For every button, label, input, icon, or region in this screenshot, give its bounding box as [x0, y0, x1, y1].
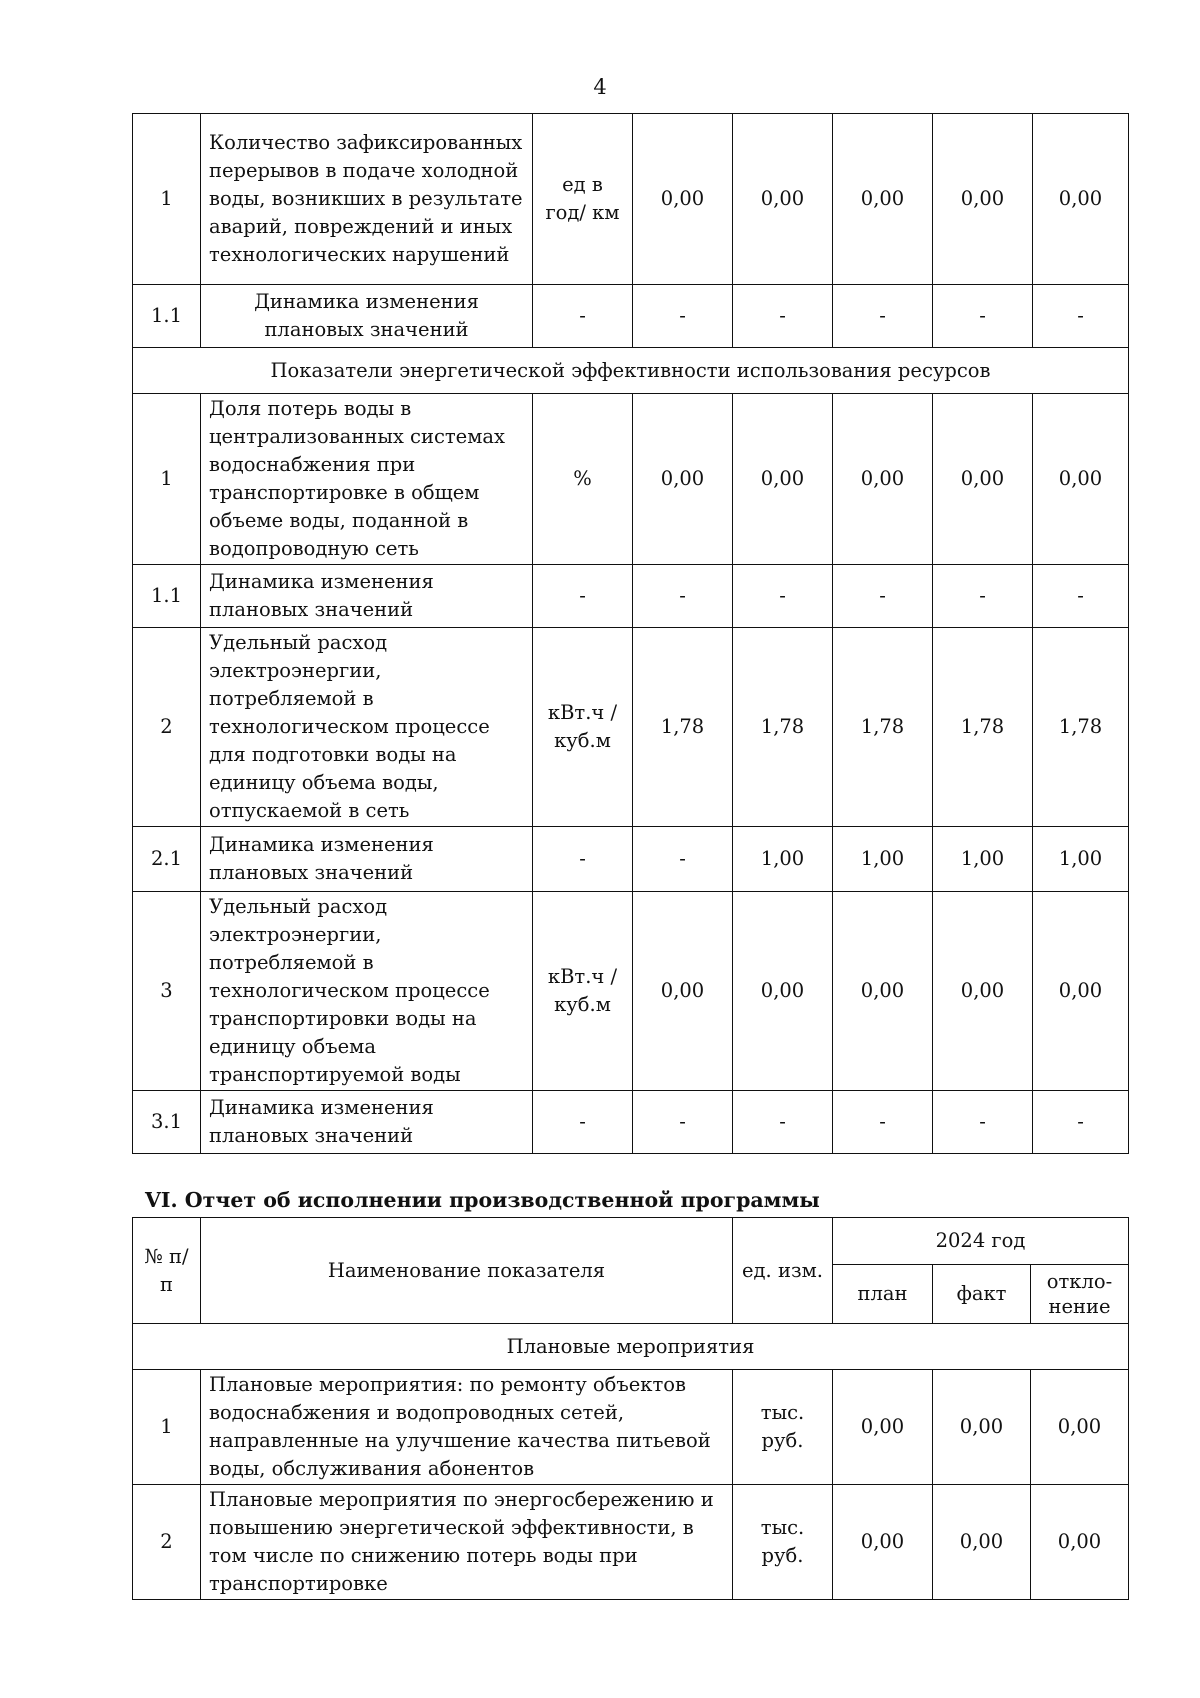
value-cell: 1,78	[633, 628, 733, 827]
unit-cell: -	[533, 565, 633, 628]
value-cell: 0,00	[733, 394, 833, 565]
indicator-name: Динамика изменения плановых значений	[201, 1091, 533, 1154]
report-table	[132, 1217, 1129, 1600]
header-deviation: откло-нение	[1031, 1265, 1129, 1324]
header-number: № п/п	[133, 1218, 201, 1324]
row-number: 3.1	[133, 1091, 201, 1154]
value-cell: 0,00	[933, 114, 1033, 285]
value-cell: 1,00	[933, 827, 1033, 892]
indicator-name: Доля потерь воды в централизованных системах водоснабжения при транспортировке в общем объеме воды, поданной в водопроводную сеть	[201, 394, 533, 565]
measure-name: Плановые мероприятия по энергосбережению и повышению энергетической эффективности, в том числе по снижению потерь воды при транспортировке	[201, 1485, 733, 1600]
row-number: 1	[133, 394, 201, 565]
value-cell: -	[733, 565, 833, 628]
value-cell: 0,00	[833, 114, 933, 285]
header-row	[133, 1218, 1129, 1265]
header-fact: факт	[933, 1265, 1031, 1324]
unit-cell: кВт.ч / куб.м	[533, 892, 633, 1091]
value-cell: 1,78	[933, 628, 1033, 827]
indicator-name: Динамика изменения плановых значений	[201, 285, 533, 348]
value-cell: -	[933, 565, 1033, 628]
table-row	[133, 1485, 1129, 1600]
value-cell: 1,00	[833, 827, 933, 892]
value-cell: -	[933, 1091, 1033, 1154]
value-cell: -	[833, 565, 933, 628]
table-row	[133, 285, 1129, 348]
header-year: 2024 год	[833, 1218, 1129, 1265]
value-cell: 0,00	[633, 394, 733, 565]
header-plan: план	[833, 1265, 933, 1324]
value-cell: 0,00	[933, 394, 1033, 565]
header-unit: ед. изм.	[733, 1218, 833, 1324]
table-row	[133, 1370, 1129, 1485]
row-number: 2	[133, 1485, 201, 1600]
indicator-name: Удельный расход электроэнергии, потребляемой в технологическом процессе транспортировки воды на единицу объема транспортируемой воды	[201, 892, 533, 1091]
value-cell: 0,00	[833, 394, 933, 565]
value-cell: -	[633, 285, 733, 348]
value-cell: 0,00	[1033, 892, 1129, 1091]
plan-cell: 0,00	[833, 1370, 933, 1485]
unit-cell: -	[533, 827, 633, 892]
indicator-name: Количество зафиксированных перерывов в подаче холодной воды, возникших в результате аварий, повреждений и иных технологических нарушений	[201, 114, 533, 285]
row-number: 1	[133, 114, 201, 285]
page-number: 4	[593, 75, 607, 99]
value-cell: 1,78	[733, 628, 833, 827]
value-cell: 1,00	[1033, 827, 1129, 892]
section-heading: Плановые мероприятия	[133, 1324, 1129, 1370]
report-section-title: VI. Отчет об исполнении производственной программы	[145, 1188, 820, 1212]
table-row	[133, 892, 1129, 1091]
value-cell: 0,00	[1033, 394, 1129, 565]
value-cell: -	[633, 1091, 733, 1154]
section-heading: Показатели энергетической эффективности использования ресурсов	[133, 348, 1129, 394]
table-row	[133, 1091, 1129, 1154]
unit-cell: -	[533, 1091, 633, 1154]
table-row	[133, 628, 1129, 827]
value-cell: -	[933, 285, 1033, 348]
table-row	[133, 394, 1129, 565]
indicators-table	[132, 113, 1129, 1154]
row-number: 2	[133, 628, 201, 827]
unit-cell: ед в год/ км	[533, 114, 633, 285]
value-cell: 0,00	[733, 114, 833, 285]
fact-cell: 0,00	[933, 1485, 1031, 1600]
deviation-cell: 0,00	[1031, 1370, 1129, 1485]
value-cell: -	[633, 565, 733, 628]
indicator-name: Динамика изменения плановых значений	[201, 827, 533, 892]
value-cell: 1,00	[733, 827, 833, 892]
deviation-cell: 0,00	[1031, 1485, 1129, 1600]
indicator-name: Удельный расход электроэнергии, потребляемой в технологическом процессе для подготовки воды на единицу объема воды, отпускаемой в сеть	[201, 628, 533, 827]
value-cell: -	[833, 285, 933, 348]
row-number: 1	[133, 1370, 201, 1485]
value-cell: -	[733, 285, 833, 348]
plan-cell: 0,00	[833, 1485, 933, 1600]
value-cell: -	[1033, 1091, 1129, 1154]
row-number: 2.1	[133, 827, 201, 892]
row-number: 1.1	[133, 285, 201, 348]
table-row	[133, 827, 1129, 892]
table-row	[133, 114, 1129, 285]
row-number: 1.1	[133, 565, 201, 628]
value-cell: 0,00	[633, 114, 733, 285]
fact-cell: 0,00	[933, 1370, 1031, 1485]
value-cell: 0,00	[1033, 114, 1129, 285]
value-cell: -	[633, 827, 733, 892]
unit-cell: -	[533, 285, 633, 348]
value-cell: 0,00	[933, 892, 1033, 1091]
value-cell: 0,00	[733, 892, 833, 1091]
unit-cell: %	[533, 394, 633, 565]
value-cell: -	[733, 1091, 833, 1154]
table-row	[133, 565, 1129, 628]
measure-name: Плановые мероприятия: по ремонту объектов водоснабжения и водопроводных сетей, направленные на улучшение качества питьевой воды, обслуживания абонентов	[201, 1370, 733, 1485]
value-cell: -	[833, 1091, 933, 1154]
indicator-name: Динамика изменения плановых значений	[201, 565, 533, 628]
row-number: 3	[133, 892, 201, 1091]
value-cell: 1,78	[1033, 628, 1129, 827]
unit-cell: кВт.ч / куб.м	[533, 628, 633, 827]
header-name: Наименование показателя	[201, 1218, 733, 1324]
value-cell: 0,00	[633, 892, 733, 1091]
unit-cell: тыс. руб.	[733, 1485, 833, 1600]
value-cell: 0,00	[833, 892, 933, 1091]
section-row	[133, 1324, 1129, 1370]
value-cell: 1,78	[833, 628, 933, 827]
section-row	[133, 348, 1129, 394]
unit-cell: тыс. руб.	[733, 1370, 833, 1485]
value-cell: -	[1033, 565, 1129, 628]
value-cell: -	[1033, 285, 1129, 348]
